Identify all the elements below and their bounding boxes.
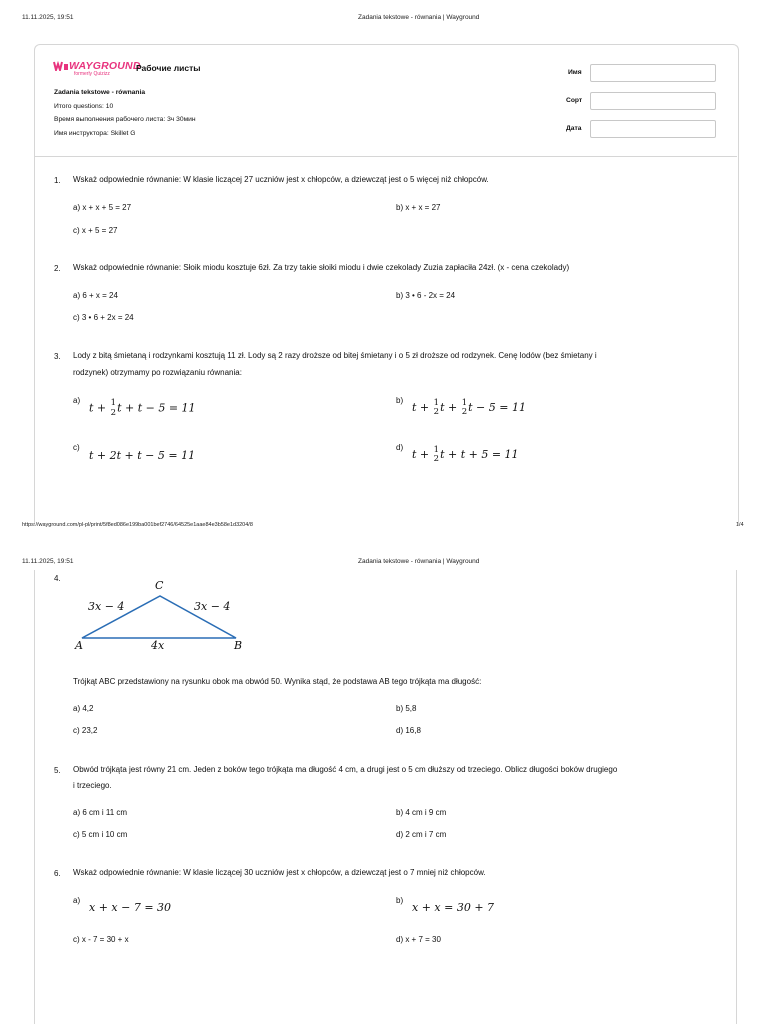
side-ab-label: 4x: [151, 639, 165, 652]
triangle-abc-figure: [70, 578, 260, 658]
option-letter: a): [73, 896, 81, 905]
class-field[interactable]: [590, 92, 716, 110]
equation-b: x + x = 30 + 7: [412, 901, 495, 914]
question-text-line2: rodzynek) otrzymamy po rozwiązaniu równania:: [73, 368, 242, 377]
date-label: Дата: [566, 125, 582, 132]
answer-option: b) x + x = 27: [396, 203, 441, 212]
answer-option: b) 3 • 6 - 2x = 24: [396, 291, 456, 300]
answer-option: b) 4 cm i 9 cm: [396, 808, 447, 817]
date-field[interactable]: [590, 120, 716, 138]
question-text: Trójkąt ABC przedstawiony na rysunku obok ma obwód 50. Wynika stąd, że podstawa AB tego trójkąta ma długość:: [73, 677, 482, 686]
card-right-border: [736, 570, 737, 1024]
option-letter: a): [73, 396, 81, 405]
option-letter: b): [396, 396, 404, 405]
worksheet-heading: Рабочие листы: [136, 63, 201, 73]
question-number: 4.: [54, 574, 61, 583]
answer-option: a) 6 cm i 11 cm: [73, 808, 128, 817]
vertex-a-label: A: [75, 639, 83, 652]
vertex-b-label: B: [234, 639, 243, 652]
instructor-name: Имя инструктора: Skillet G: [54, 130, 136, 137]
option-letter: c): [73, 443, 80, 452]
print-datetime: 11.11.2025, 19:51: [22, 558, 74, 565]
worksheet-duration: Время выполнения рабочего листа: 3ч 30мин: [54, 116, 196, 123]
side-ac-label: 3x − 4: [88, 600, 125, 613]
logo-text: WAYGROUND: [69, 60, 141, 72]
question-text: Wskaż odpowiednie równanie: Słoik miodu kosztuje 6zł. Za trzy takie słoiki miodu i dwie czekolady Zuzia zapłaciła 24zł. (x - cena czekolady): [73, 263, 570, 272]
print-page-title: Zadania tekstowe - równania | Wayground: [358, 558, 480, 565]
total-questions: Итого questions: 10: [54, 103, 114, 110]
question-number: 5.: [54, 766, 61, 775]
name-field[interactable]: [590, 64, 716, 82]
question-text-line1: Lody z bitą śmietaną i rodzynkami kosztują 11 zł. Lody są 2 razy droższe od bitej śmietany i o 5 zł droższe od rodzynek. Cenę lodów (bez śmietany i: [73, 351, 597, 360]
logo-icon: [53, 61, 69, 71]
answer-option: c) 23,2: [73, 726, 98, 735]
side-bc-label: 3x − 4: [194, 600, 231, 613]
print-page-number: 1/4: [736, 522, 744, 528]
print-page-title: Zadania tekstowe - równania | Wayground: [358, 14, 480, 21]
name-label: Имя: [568, 69, 582, 76]
worksheet-name: Zadania tekstowe - równania: [54, 89, 146, 96]
print-url: https://wayground.com/pl-pl/print/5f8ed086e199ba001bef2746/64525e1aae84e3b58e1d3204/8: [22, 522, 253, 528]
answer-option: d) x + 7 = 30: [396, 935, 441, 944]
card-left-border: [34, 570, 35, 1024]
answer-option: d) 2 cm i 7 cm: [396, 830, 447, 839]
print-datetime: 11.11.2025, 19:51: [22, 14, 74, 21]
option-letter: b): [396, 896, 404, 905]
logo-subtitle: formerly Quizizz: [74, 71, 110, 77]
question-number: 1.: [54, 176, 61, 185]
equation-b: t + 1 2 t + 1 2 t − 5 = 11: [412, 398, 526, 417]
question-number: 3.: [54, 352, 61, 361]
answer-option: c) 5 cm i 10 cm: [73, 830, 128, 839]
answer-option: c) 3 • 6 + 2x = 24: [73, 313, 134, 322]
answer-option: a) x + x + 5 = 27: [73, 203, 132, 212]
equation-a: t + 1 2 t + t − 5 = 11: [89, 398, 196, 418]
answer-option: a) 4,2: [73, 704, 94, 713]
class-label: Сорт: [566, 97, 583, 104]
answer-option: c) x + 5 = 27: [73, 226, 118, 235]
question-number: 2.: [54, 264, 61, 273]
question-text: Wskaż odpowiednie równanie: W klasie liczącej 30 uczniów jest x chłopców, a dziewcząt jest o 7 mniej niż chłopców.: [73, 868, 486, 877]
question-number: 6.: [54, 869, 61, 878]
equation-c: t + 2t + t − 5 = 11: [89, 449, 196, 462]
equation-a: x + x − 7 = 30: [89, 901, 172, 914]
answer-option: a) 6 + x = 24: [73, 291, 118, 300]
vertex-c-label: C: [155, 579, 164, 592]
answer-option: b) 5,8: [396, 704, 417, 713]
question-text-line1: Obwód trójkąta jest równy 21 cm. Jeden z boków tego trójkąta ma długość 4 cm, a drugi jest o 5 cm dłuższy od trzeciego. Oblicz długości boków drugiego: [73, 765, 618, 774]
option-letter: d): [396, 443, 404, 452]
question-text: Wskaż odpowiednie równanie: W klasie liczącej 27 uczniów jest x chłopców, a dziewcząt jest o 5 więcej niż chłopców.: [73, 175, 489, 184]
equation-d: t + 1 2 t + t + 5 = 11: [412, 445, 519, 464]
question-text-line2: i trzeciego.: [73, 781, 112, 790]
answer-option: c) x - 7 = 30 + x: [73, 935, 129, 944]
answer-option: d) 16,8: [396, 726, 421, 735]
header-divider: [34, 156, 737, 157]
